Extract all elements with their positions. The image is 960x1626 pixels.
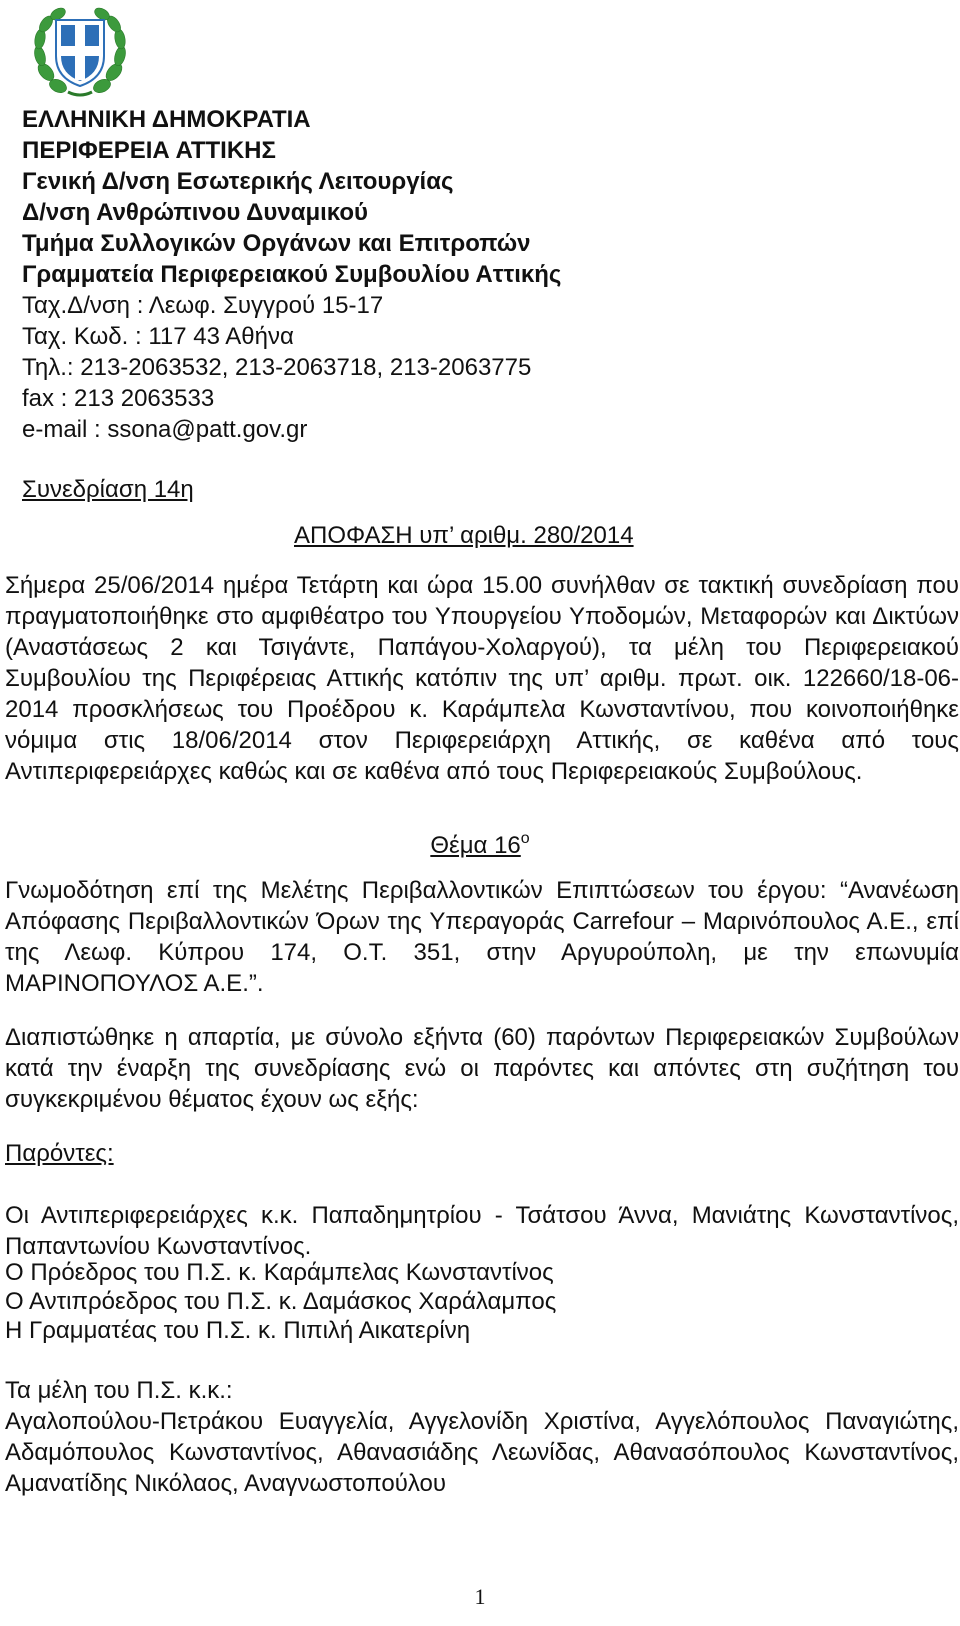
issuer-header — [22, 104, 561, 445]
members-paragraph: Αγαλοπούλου-Πετράκου Ευαγγελία, Αγγελονίδη Χριστίνα, Αγγελόπουλος Παναγιώτης, Αδαμόπουλος Κωνσταντίνος, Αθανασιάδης Λεωνίδας, Αθανασόπουλος Κωνσταντίνος, Αμανατίδης Νικόλαος, Αναγνωστοπούλου — [5, 1408, 959, 1497]
hellenic-republic-emblem-icon — [28, 6, 132, 100]
phone-numbers: Τηλ.: 213-2063532, 213-2063718, 213-2063775 — [22, 354, 532, 381]
country-name: ΕΛΛΗΝΙΚΗ ΔΗΜΟΚΡΑΤΙΑ — [22, 106, 311, 133]
quorum-paragraph: Διαπιστώθηκε η απαρτία, με σύνολο εξήντα (60) παρόντων Περιφερειακών Συμβούλων κατά την έναρξη της συνεδρίασης ενώ οι παρόντες και απόντες στη συζήτηση του συγκεκριμένου θέματος έχουν ως εξής: — [5, 1024, 959, 1113]
department: Τμήμα Συλλογικών Οργάνων και Επιτροπών — [22, 230, 531, 257]
topic-label: Θέμα 16 — [430, 832, 521, 859]
president-line: Ο Πρόεδρος του Π.Σ. κ. Καράμπελας Κωνσταντίνος — [5, 1259, 554, 1286]
session-number: Συνεδρίαση 14η — [22, 476, 194, 503]
topic-ordinal: ο — [520, 830, 530, 847]
directorate: Δ/νση Ανθρώπινου Δυναμικού — [22, 199, 369, 226]
secretary-line: Η Γραμματέας του Π.Σ. κ. Πιπιλή Αικατερίνη — [5, 1317, 471, 1344]
intro-paragraph: Σήμερα 25/06/2014 ημέρα Τετάρτη και ώρα 15.00 συνήλθαν σε τακτική συνεδρίαση που πραγματοποιήθηκε στο αμφιθέατρο του Υπουργείου Υποδομών, Μεταφορών και Δικτύων (Αναστάσεως 2 και Τσιγάντε, Παπάγου-Χολαργού), τα μέλη του Περιφερειακού Συμβουλίου της Περιφέρειας Αττικής κατόπιν της υπ’ αριθμ. πρωτ. οικ. 122660/18-06-2014 προσκλήσεως του Προέδρου κ. Καράμπελα Κωνσταντίνου, που κοινοποιήθηκε νόμιμα στις 18/06/2014 στον Περιφερειάρχη Αττικής, σε καθένα από τους Αντιπεριφερειάρχες καθώς και σε καθένα από τους Περιφερειακούς Συμβούλους. — [5, 572, 959, 785]
members-label: Τα μέλη του Π.Σ. κ.κ.: — [5, 1377, 233, 1404]
email-address: e-mail : ssona@patt.gov.gr — [22, 416, 308, 443]
present-label: Παρόντες: — [5, 1140, 114, 1167]
vice-governors-paragraph: Οι Αντιπεριφερειάρχες κ.κ. Παπαδημητρίου - Τσάτσου Άννα, Μανιάτης Κωνσταντίνος, Παπαντωνίου Κωνσταντίνος. — [5, 1202, 959, 1260]
region-name: ΠΕΡΙΦΕΡΕΙΑ ΑΤΤΙΚΗΣ — [22, 137, 276, 164]
vice-president-line: Ο Αντιπρόεδρος του Π.Σ. κ. Δαμάσκος Χαράλαμπος — [5, 1288, 557, 1315]
topic-paragraph: Γνωμοδότηση επί της Μελέτης Περιβαλλοντικών Επιπτώσεων του έργου: “Ανανέωση Απόφασης Περιβαλλοντικών Όρων της Υπεραγοράς Carrefour – Μαρινόπουλος Α.Ε., επί της Λεωφ. Κύπρου 174, Ο.Τ. 351, στην Αργυρούπολη, με την επωνυμία ΜΑΡΙΝΟΠΟΥΛΟΣ Α.Ε.”. — [5, 877, 959, 997]
secretariat: Γραμματεία Περιφερειακού Συμβουλίου Αττικής — [22, 261, 562, 288]
general-directorate: Γενική Δ/νση Εσωτερικής Λειτουργίας — [22, 168, 454, 195]
topic-heading — [0, 830, 960, 860]
postal-address: Ταχ.Δ/νση : Λεωφ. Συγγρού 15-17 — [22, 292, 384, 319]
fax-number: fax : 213 2063533 — [22, 385, 215, 412]
postal-code: Ταχ. Κωδ. : 117 43 Αθήνα — [22, 323, 294, 350]
decision-title: ΑΠΟΦΑΣΗ υπ’ αριθμ. 280/2014 — [294, 522, 634, 549]
page-number: 1 — [474, 1584, 486, 1609]
